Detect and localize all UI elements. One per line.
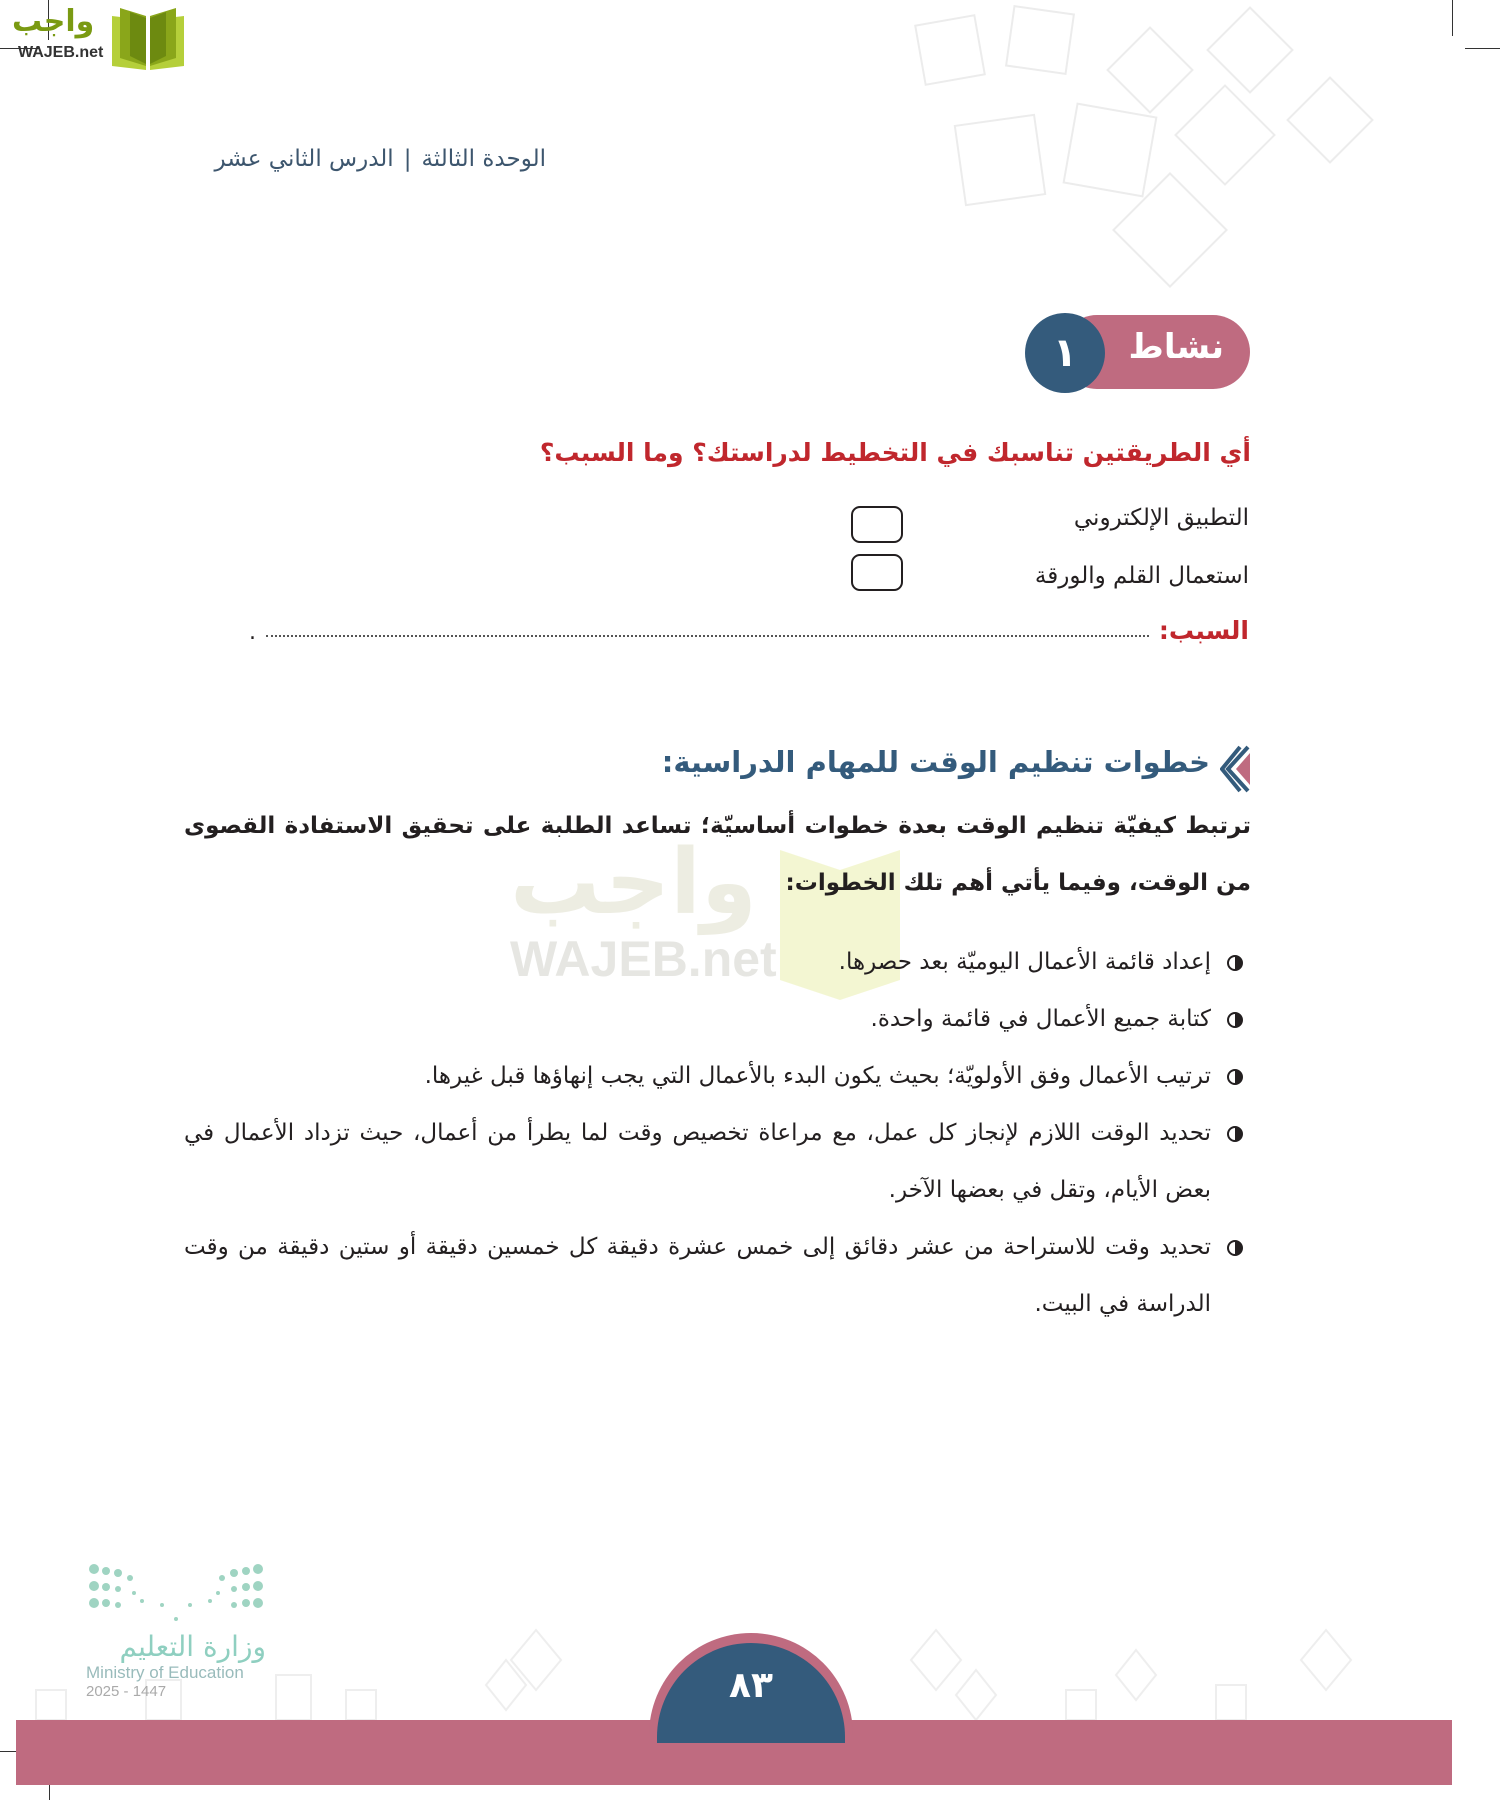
activity-badge [1025,313,1250,393]
activity-label: نشاط [1128,327,1224,367]
breadcrumb [215,146,546,172]
bullet-icon [1227,1069,1243,1085]
ministry-english-name: Ministry of Education [86,1663,244,1682]
bullet-icon [1227,1012,1243,1028]
list-item [184,991,1251,1048]
option-checkbox-electronic-app[interactable] [851,506,903,543]
crop-mark [1465,48,1500,49]
steps-list [184,934,1251,1333]
section-intro: ترتبط كيفيّة تنظيم الوقت بعدة خطوات أساسيّة؛ تساعد الطلبة على تحقيق الاستفادة القصوى من الوقت، وفيما يأتي أهم تلك الخطوات: [184,813,1251,896]
list-item [184,1105,1251,1219]
page-number: ٨٣ [657,1643,845,1743]
bullet-icon [1227,1126,1243,1142]
ministry-arabic-name: وزارة التعليم [119,1630,266,1663]
step-text: كتابة جميع الأعمال في قائمة واحدة. [870,1006,1211,1032]
list-item [184,1219,1251,1333]
step-text: تحديد الوقت اللازم لإنجاز كل عمل، مع مراعاة تخصيص وقت لما يطرأ من أعمال، حيث تزداد الأعمال في بعض الأيام، وتقل في بعضها الآخر. [184,1120,1211,1203]
unit-label: الوحدة الثالثة [421,146,546,172]
step-text: تحديد وقت للاستراحة من عشر دقائق إلى خمس عشرة دقيقة كل خمسين دقيقة أو ستين دقيقة من وقت الدراسة في البيت. [184,1234,1211,1317]
list-item [184,1048,1251,1105]
reason-answer-line[interactable] [266,635,1149,637]
option-checkbox-pen-paper[interactable] [851,554,903,591]
reason-end-period: . [249,620,256,645]
ministry-logo [86,1561,276,1700]
watermark-english: WAJEB.net [510,931,777,987]
ministry-dots-icon [86,1561,266,1626]
book-icon [108,6,188,70]
breadcrumb-separator: | [403,146,412,172]
chevron-left-icon [1220,745,1250,793]
decorative-pattern [860,0,1460,300]
step-text: إعداد قائمة الأعمال اليوميّة بعد حصرها. [838,949,1211,975]
reason-label: السبب: [1158,616,1249,645]
activity-question: أي الطريقتين تناسبك في التخطيط لدراستك؟ وما السبب؟ [539,438,1251,467]
reason-field[interactable] [249,616,1249,645]
option-label-pen-paper: استعمال القلم والورقة [1034,563,1249,589]
lesson-label: الدرس الثاني عشر [214,146,394,172]
section-title: خطوات تنظيم الوقت للمهام الدراسية: [661,745,1210,779]
logo-arabic-text: واجب [12,4,95,39]
activity-number: ١ [1025,313,1105,393]
option-label-electronic-app: التطبيق الإلكتروني [1073,505,1249,531]
ministry-year: 2025 - 1447 [86,1683,167,1700]
list-item [184,934,1251,991]
wajeb-logo[interactable] [8,4,188,68]
bullet-icon [1227,1240,1243,1256]
bullet-icon [1227,955,1243,971]
watermark-arabic: واجب [510,830,757,935]
step-text: ترتيب الأعمال وفق الأولويّة؛ بحيث يكون البدء بالأعمال التي يجب إنهاؤها قبل غيرها. [424,1063,1211,1089]
logo-english-text: WAJEB.net [18,44,104,61]
